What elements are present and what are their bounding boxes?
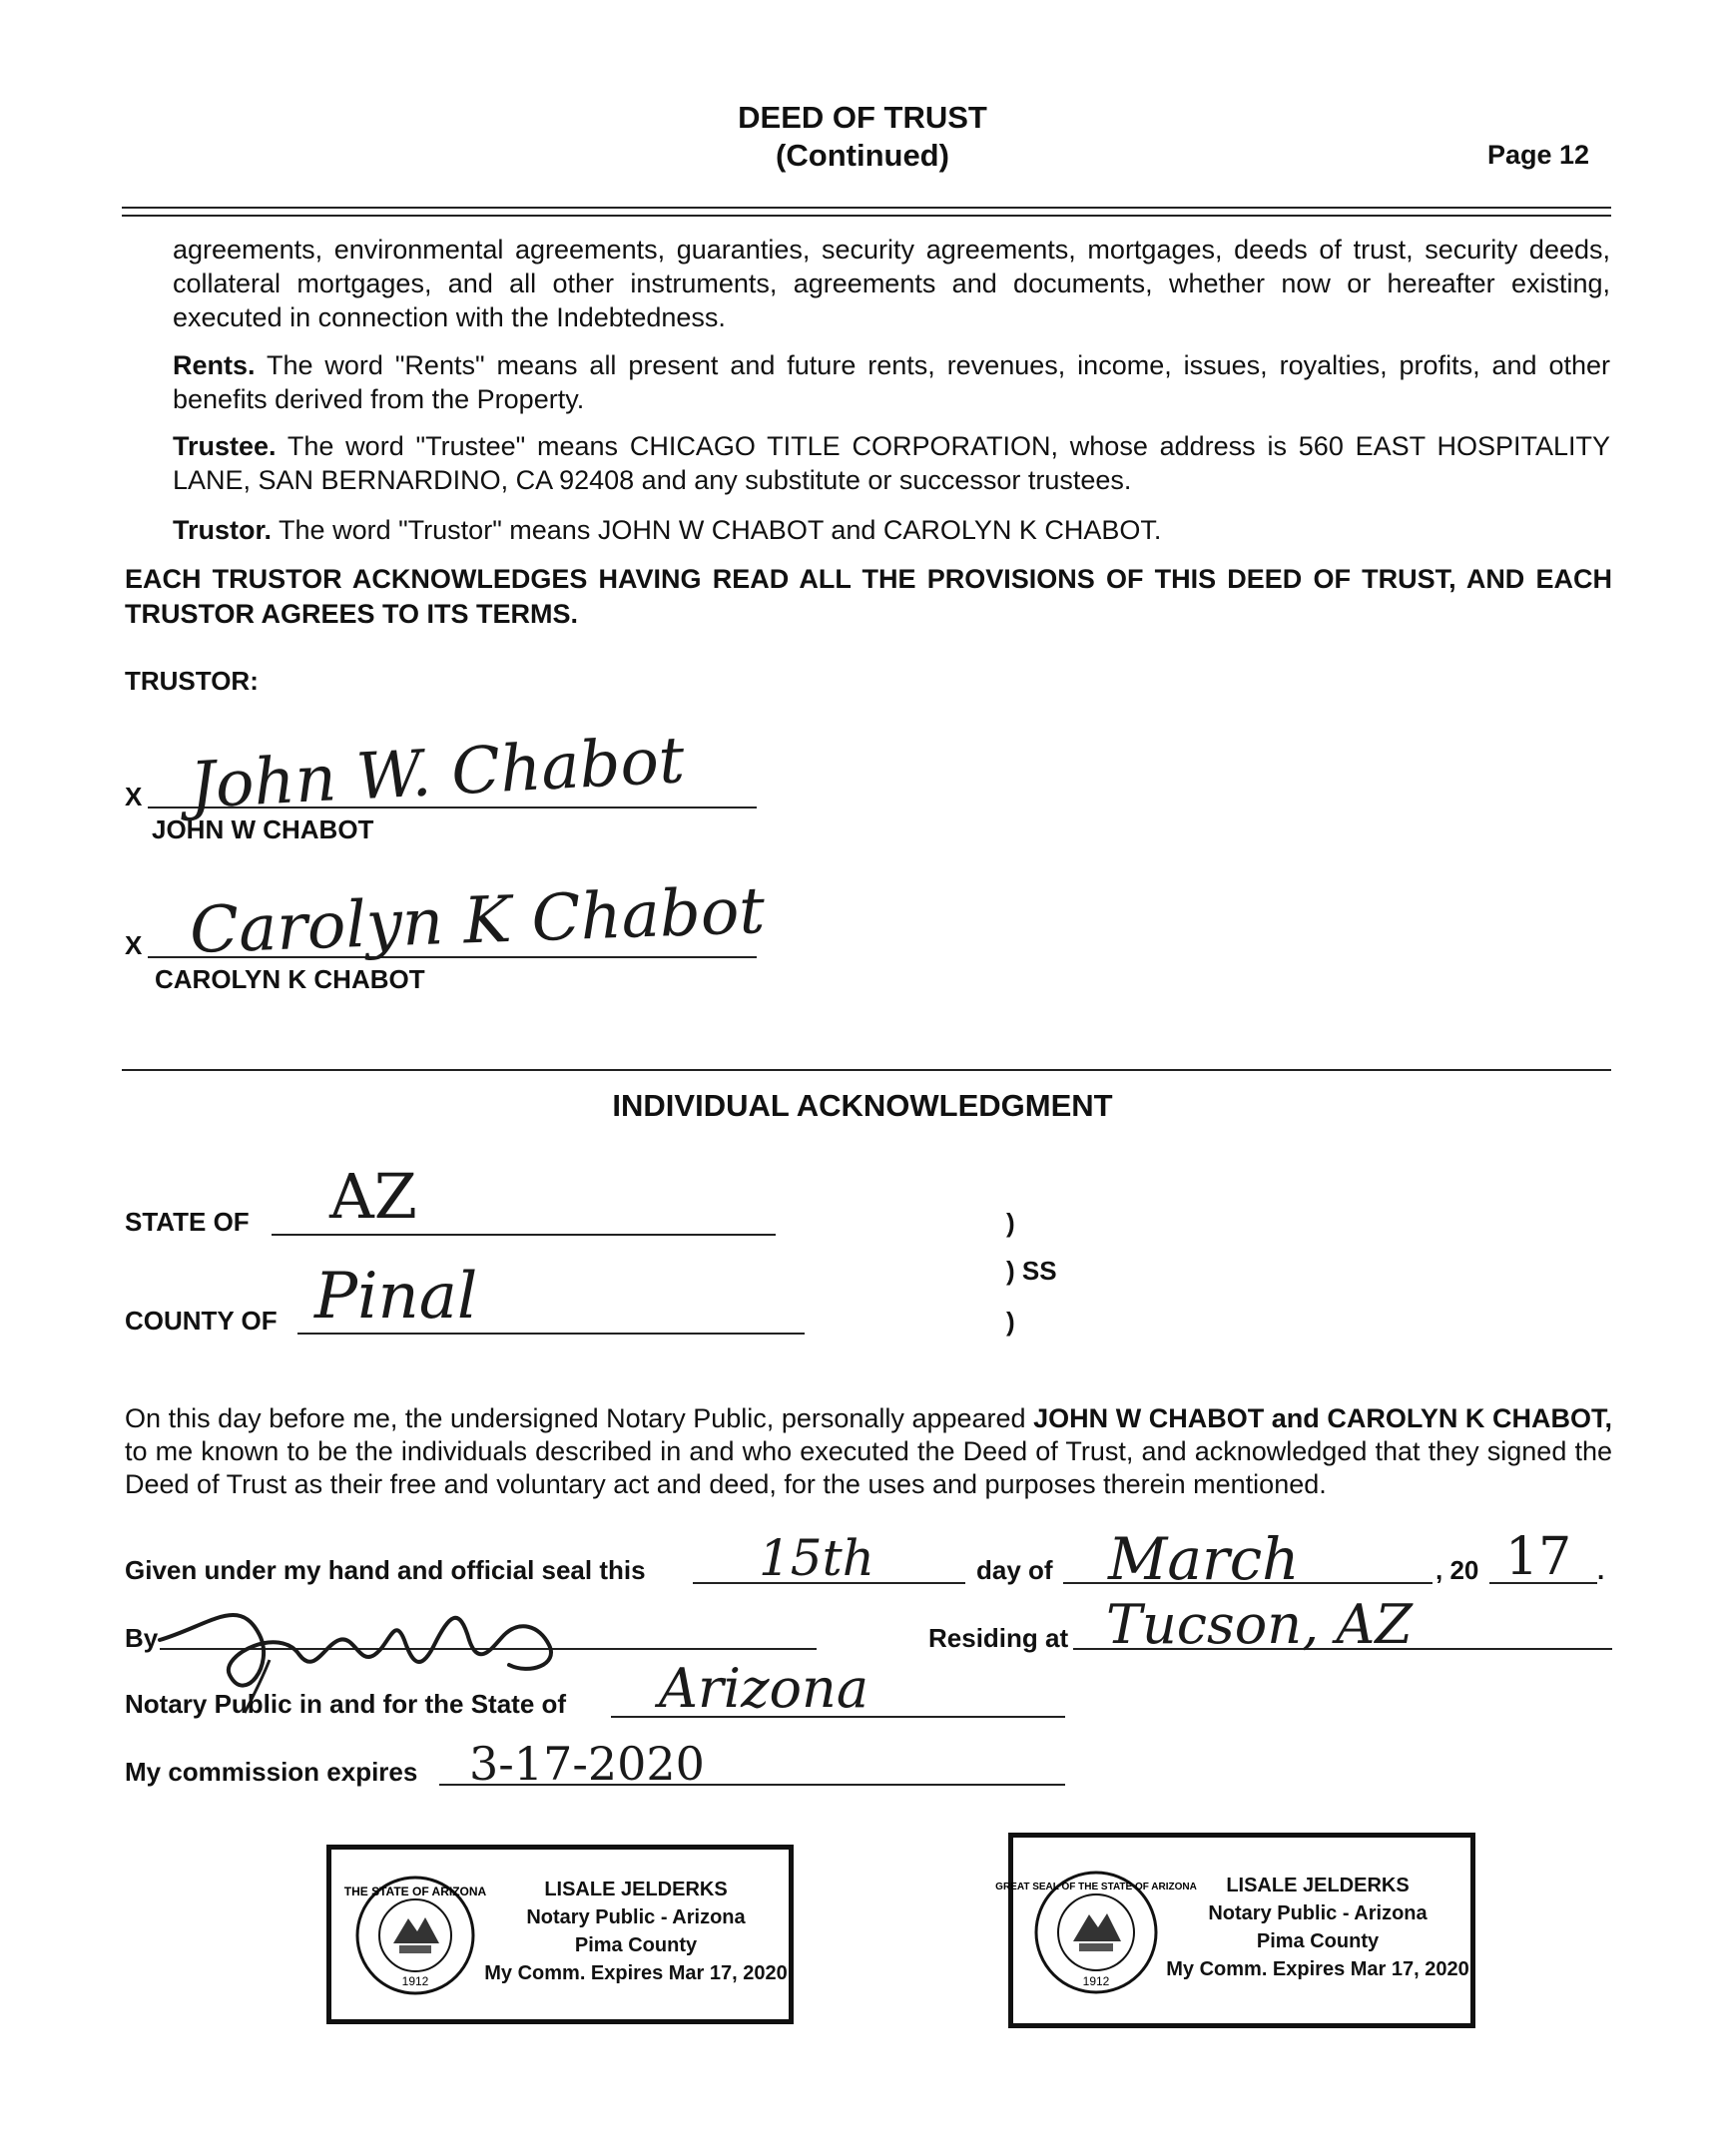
notary-stamp-1 [326, 1845, 794, 2024]
stamp-2-name: LISALE JELDERKS [1226, 1875, 1410, 1896]
arizona-seal-icon [343, 1874, 487, 1997]
statement-body: to me known to be the individuals described in and who executed the Deed of Trust, and acknowledged that they signed the Deed of Trust as their free and voluntary act and deed, for the uses and purposes therein mentioned. [125, 1436, 1612, 1499]
state-line [272, 1234, 776, 1236]
state-value: AZ [329, 1160, 417, 1233]
header-rule-top [122, 207, 1611, 209]
notary-statement [125, 1402, 1612, 1501]
year-prefix: , 20 [1436, 1555, 1479, 1585]
month-value: March [1108, 1525, 1300, 1593]
signature-mark-1: X [125, 782, 143, 811]
county-value: Pinal [314, 1260, 478, 1334]
residing-value: Tucson, AZ [1106, 1593, 1413, 1656]
year-value: 17 [1505, 1527, 1572, 1587]
trustor-term: Trustor. [173, 515, 273, 545]
stamp-1-county: Pima County [574, 1934, 698, 1956]
ss-label: ) SS [1006, 1256, 1057, 1286]
statement-intro: On this day before me, the undersigned Notary Public, personally appeared [125, 1403, 1026, 1433]
trustee-text: The word "Trustee" means CHICAGO TITLE CORPORATION, whose address is 560 EAST HOSPITALITY LANE, SAN BERNARDINO, CA 92408 and any substitute or successor trustees. [173, 431, 1610, 495]
rents-text: The word "Rents" means all present and future rents, revenues, income, issues, royalties, profits, and other benefits derived from the Property. [173, 350, 1610, 414]
rents-term: Rents. [173, 350, 256, 380]
paren-1: ) [1006, 1208, 1015, 1238]
section-divider [122, 1069, 1611, 1071]
trustee-definition [173, 429, 1610, 497]
stamp-2-title: Notary Public - Arizona [1208, 1902, 1428, 1924]
paren-3: ) [1006, 1307, 1015, 1337]
stamp-1-expires: My Comm. Expires Mar 17, 2020 [484, 1962, 788, 1984]
residing-label: Residing at [928, 1623, 1069, 1653]
arizona-seal-icon [995, 1868, 1197, 1997]
year-suffix: . [1597, 1555, 1605, 1585]
signature-carolyn-handwritten: Carolyn K Chabot [188, 873, 767, 969]
related-documents-continued: agreements, environmental agreements, guaranties, security agreements, mortgages, deeds of trust, security deeds, collateral mortgages, and all other instruments, agreements and documents, whether now or hereafter existing, executed in connection with the Indebtedness. [173, 235, 1610, 332]
document-subtitle: (Continued) [776, 138, 949, 173]
seal-text-2: GREAT SEAL OF THE STATE OF ARIZONA [995, 1882, 1197, 1892]
given-label: Given under my hand and official seal this [125, 1555, 646, 1585]
acknowledgment-title: INDIVIDUAL ACKNOWLEDGMENT [612, 1088, 1113, 1123]
rents-definition [173, 348, 1610, 416]
trustor-text: The word "Trustor" means JOHN W CHABOT and CAROLYN K CHABOT. [279, 515, 1162, 545]
stamp-1-title: Notary Public - Arizona [526, 1906, 746, 1928]
page-number: Page 12 [1487, 140, 1590, 170]
commission-value: 3-17-2020 [469, 1737, 705, 1791]
signer-name-john: JOHN W CHABOT [152, 814, 374, 844]
signature-john-handwritten: John W. Chabot [188, 724, 687, 823]
commission-label: My commission expires [125, 1757, 418, 1787]
signer-name-carolyn: CAROLYN K CHABOT [155, 964, 425, 994]
state-of-label: Notary Public in and for the State of [125, 1689, 567, 1719]
county-label: COUNTY OF [125, 1306, 278, 1336]
stamp-1-text [481, 1876, 791, 1987]
state-of-value: Arizona [659, 1657, 869, 1720]
day-of-label: day of [976, 1555, 1053, 1585]
stamp-2-expires: My Comm. Expires Mar 17, 2020 [1166, 1958, 1469, 1980]
header-rule-bottom [122, 215, 1611, 217]
trustor-definition [173, 513, 1610, 547]
document-title: DEED OF TRUST [738, 100, 987, 135]
trustor-heading: TRUSTOR: [125, 666, 259, 696]
notary-stamp-2 [995, 1833, 1475, 2028]
stamp-2-text [1163, 1872, 1472, 1983]
seal-year-1: 1912 [401, 1974, 429, 1988]
statement-names: JOHN W CHABOT and CAROLYN K CHABOT, [1033, 1403, 1612, 1433]
stamp-1-name: LISALE JELDERKS [544, 1879, 728, 1900]
signature-mark-2: X [125, 930, 143, 960]
by-label: By [125, 1623, 159, 1653]
stamp-2-county: Pima County [1256, 1930, 1380, 1952]
trustor-acknowledgement: EACH TRUSTOR ACKNOWLEDGES HAVING READ ALL THE PROVISIONS OF THIS DEED OF TRUST, AND EACH TRUSTOR AGREES TO ITS TERMS. [125, 564, 1612, 629]
seal-year-2: 1912 [1082, 1974, 1110, 1988]
state-label: STATE OF [125, 1207, 250, 1237]
trustee-term: Trustee. [173, 431, 277, 461]
day-value: 15th [759, 1529, 874, 1587]
seal-text-1: THE STATE OF ARIZONA [343, 1885, 487, 1898]
